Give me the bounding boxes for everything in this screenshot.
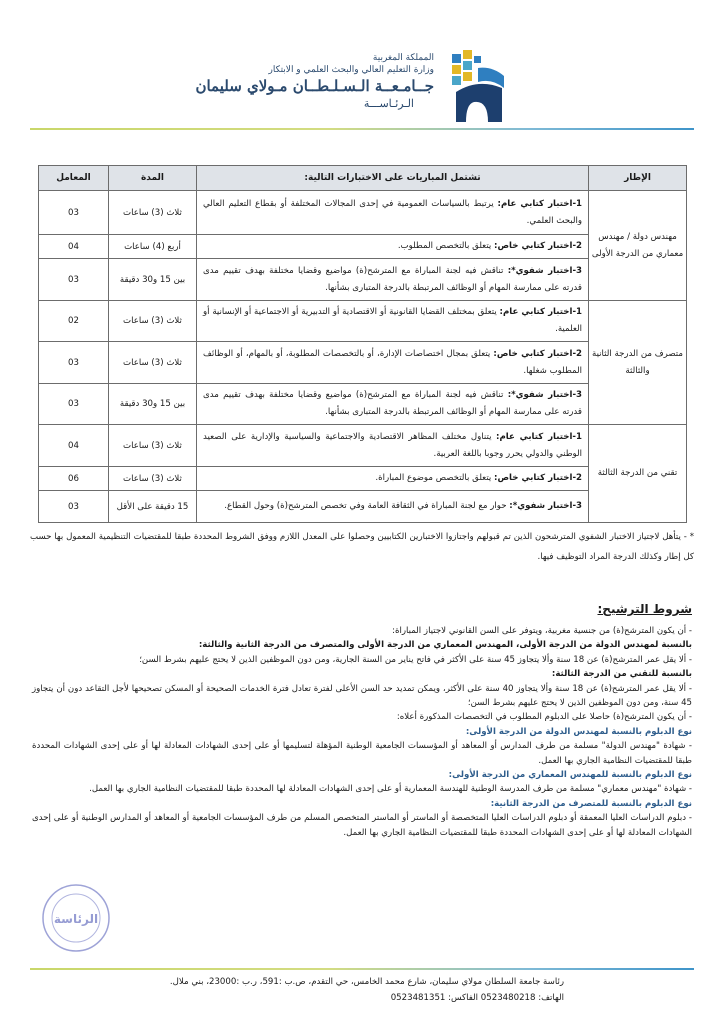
test-cell <box>197 384 589 425</box>
test-num: 3- <box>572 501 582 511</box>
oral-exam-note: * - يتأهل لاجتياز الاختبار الشفوي المترشحون الذين تم قبولهم واجتازوا الاختبارين الكتابيين وحصلوا على المعدل اللازم ووفق الشروط المحددة طبقا للمقتضيات التنظيمية المعمول بها حسب كل إطار وكذلك الدرجة المراد التوظيف فيها. <box>30 532 694 562</box>
test-num: 1- <box>572 198 582 209</box>
university-logo-icon <box>448 48 508 124</box>
diploma-admin-text: - دبلوم الدراسات العليا المعمقة أو دبلوم الدراسات العليا المتخصصة أو الماستر أو الماستر المتخصص المسلم من طرف المؤسسات الجامعية أو المعاهد أو المدارس الوطنية أو على إحدى الشهادات المعادلة لها أو على إحدى الشهادات المحددة طبقا للمقتضيات النظامية الجاري بها العمل. <box>32 813 692 838</box>
test-cell <box>197 491 589 523</box>
duration-cell: أربع (4) ساعات <box>109 235 197 259</box>
test-text: تناقش فيه لجنة المباراة مع المترشح(ة) مواضيع وقضايا مختلفة بهدف تقييم مدى قدرته على ممارسة المهام أو الوظائف المرتبطة بالدرجة المتبارى بشأنها. <box>203 265 582 293</box>
test-text: يتعلق بمختلف القضايا القانونية أو الاقتصادية أو التدبيرية أو الاجتماعية أو الإنسانية أو العلمية. <box>203 307 582 334</box>
test-label: اختبار كتابي خاص: <box>494 473 573 483</box>
header-divider <box>30 128 694 130</box>
institution-block <box>195 52 434 112</box>
test-text: يرتبط بالسياسات العمومية في إحدى المجالات المختلفة أو بقطاع التعليم العالي والبحث العلمي. <box>203 198 582 226</box>
test-text: يتعلق بالتخصص المطلوب. <box>397 241 495 251</box>
test-text: يتعلق بالتخصص موضوع المباراة. <box>375 473 495 483</box>
test-label: اختبار كتابي عام: <box>497 198 573 209</box>
age-tech-title: بالنسبة للتقني من الدرجة الثالثة: <box>551 669 692 680</box>
test-cell <box>197 191 589 235</box>
frame-cell: مهندس دولة / مهندس معماري من الدرجة الأولى <box>589 191 687 301</box>
presidency-name: الـرئـاســـة <box>363 97 414 110</box>
coefficient-cell: 04 <box>39 425 109 467</box>
test-cell <box>197 342 589 384</box>
footer-phones: الهاتف: 0523480218 الفاكس: 0523481351 <box>390 993 564 1003</box>
test-label: اختبار شفوي*: <box>507 390 573 400</box>
test-num: 1- <box>572 307 582 317</box>
coefficient-cell: 02 <box>39 301 109 342</box>
test-cell <box>197 425 589 467</box>
duration-cell: ثلاث (3) ساعات <box>109 191 197 235</box>
footer-divider <box>30 968 694 970</box>
test-num: 3- <box>572 390 583 400</box>
diploma-condition: - أن يكون المترشح(ة) حاصلا على الدبلوم المطلوب في التخصصات المذكورة أعلاه: <box>396 712 692 723</box>
coefficient-cell: 03 <box>39 191 109 235</box>
age-tech-text: - ألا يقل عمر المترشح(ة) عن 18 سنة وألا يتجاوز 40 سنة على الأكثر، ويمكن تمديد حد السن الأعلى لفترة تعادل فترة الخدمات الصحيحة أو المسكن تصحيحها لأجل التقاعد دون أن يتجاوز 45 سنة، ومن دون الموظفين الذين لا يحتج عليهم بشرط السن؛ <box>32 683 692 709</box>
test-text: يتعلق بمجال اختصاصات الإدارة، أو بالتخصصات المطلوبة، أو بالمهام، أو الوظائف المطلوب شغلها. <box>203 348 582 376</box>
test-label: اختبار كتابي عام: <box>499 307 573 317</box>
header-duration: المدة <box>109 166 197 191</box>
test-num: 1- <box>572 431 582 442</box>
duration-cell: 15 دقيقة على الأقل <box>109 491 197 523</box>
test-cell <box>197 259 589 301</box>
diploma-engineer-text: - شهادة "مهندس الدولة" مسلمة من طرف المدارس أو المعاهد أو المؤسسات الجامعية الوطنية المؤهلة لتسليمها أو على إحدى الشهادات المعادلة لها أو على إحدى الشهادات المحددة طبقا للمقتضيات النظامية الجاري بها العمل. <box>32 741 692 766</box>
diploma-admin-title: نوع الدبلوم بالنسبة للمتصرف من الدرجة الثانية: <box>490 798 692 809</box>
test-text: يتناول مختلف المظاهر الاقتصادية والاجتماعية والسياسية والإدارية على الصعيد الوطني والدولي يحرر وجوبا باللغة العربية. <box>203 431 582 459</box>
table-row <box>39 301 687 342</box>
stamp-text: الرئاسة <box>53 912 99 926</box>
coefficient-cell: 03 <box>39 384 109 425</box>
test-label: اختبار شفوي*: <box>507 265 573 276</box>
conditions-title: شروط الترشيح: <box>597 602 692 616</box>
duration-cell: ثلاث (3) ساعات <box>109 467 197 491</box>
nationality-condition: - أن يكون المترشح(ة) من جنسية مغربية، ويتوفر على السن القانوني لاجتياز المباراة: <box>392 626 692 636</box>
duration-cell: بين 15 و30 دقيقة <box>109 259 197 301</box>
table-row <box>39 191 687 235</box>
frame-cell: تقني من الدرجة الثالثة <box>589 425 687 523</box>
coefficient-cell: 03 <box>39 491 109 523</box>
table-row <box>39 425 687 467</box>
coefficient-cell: 04 <box>39 235 109 259</box>
footer <box>170 974 564 1006</box>
header-frame: الإطار <box>589 166 687 191</box>
test-num: 2- <box>572 348 582 359</box>
diploma-engineer-title: نوع الدبلوم بالنسبة لمهندس الدولة من الدرجة الأولى: <box>465 726 692 737</box>
duration-cell: ثلاث (3) ساعات <box>109 301 197 342</box>
duration-cell: ثلاث (3) ساعات <box>109 425 197 467</box>
coefficient-cell: 06 <box>39 467 109 491</box>
test-label: اختبار كتابي عام: <box>496 431 573 442</box>
university-name: جــامـعــة الـسـلـطــان مـولاي سليمان <box>195 77 434 95</box>
header-coefficient: المعامل <box>39 166 109 191</box>
ministry-name: وزارة التعليم العالي والبحث العلمي و الابتكار <box>268 65 434 75</box>
coefficient-cell: 03 <box>39 259 109 301</box>
test-label: اختبار كتابي خاص: <box>493 348 573 359</box>
test-label: اختبار كتابي خاص: <box>494 241 573 251</box>
test-cell <box>197 467 589 491</box>
test-text: حوار مع لجنة المباراة في الثقافة العامة وفي تخصص المترشح(ة) وحول القطاع. <box>224 501 510 511</box>
duration-cell: ثلاث (3) ساعات <box>109 342 197 384</box>
official-stamp-icon <box>40 882 112 954</box>
frame-cell: متصرف من الدرجة الثانية والثالثة <box>589 301 687 425</box>
test-text: تناقش فيه لجنة المباراة مع المترشح(ة) مواضيع وقضايا مختلفة بهدف تقييم مدى قدرته على ممارسة المهام أو الوظائف المرتبطة بالدرجة المتبارى بشأنها. <box>203 390 582 417</box>
test-num: 2- <box>572 473 582 483</box>
diploma-architect-title: نوع الدبلوم بالنسبة للمهندس المعماري من الدرجة الأولى: <box>448 770 692 781</box>
kingdom-name: المملكة المغربية <box>372 53 434 63</box>
coefficient-cell: 03 <box>39 342 109 384</box>
duration-cell: بين 15 و30 دقيقة <box>109 384 197 425</box>
header-tests: تشتمل المباريات على الاختبارات التالية: <box>197 166 589 191</box>
letterhead <box>0 42 724 132</box>
age-engineer-title: بالنسبة لمهندس الدولة من الدرجة الأولى، المهندس المعماري من الدرجة الأولى والمتصرف من الدرجة الثانية والثالثة: <box>198 640 692 651</box>
exam-table <box>38 165 687 523</box>
test-num: 2- <box>572 241 582 251</box>
conditions-section <box>32 598 692 840</box>
diploma-architect-text: - شهادة "مهندس معماري" مسلمة من طرف المدرسة الوطنية للهندسة المعمارية أو على إحدى الشهادات المعادلة لها المحددة طبقا للمقتضيات النظامية الجاري بها العمل. <box>89 784 692 795</box>
footer-address: رئاسة جامعة السلطان مولاي سليمان، شارع محمد الخامس، حي التقدم، ص.ب :591، ر.ب :23000، بني ملال. <box>169 977 564 987</box>
test-cell <box>197 235 589 259</box>
test-cell <box>197 301 589 342</box>
table-header-row <box>39 166 687 191</box>
test-num: 3- <box>572 265 583 276</box>
age-engineer-text: - ألا يقل عمر المترشح(ة) عن 18 سنة وألا يتجاوز 45 سنة على الأكثر في فاتح يناير من السنة الجارية، ومن دون الموظفين الذين لا يحتج عليهم بشرط السن؛ <box>139 654 692 665</box>
test-label: اختبار شفوي*: <box>509 501 573 511</box>
